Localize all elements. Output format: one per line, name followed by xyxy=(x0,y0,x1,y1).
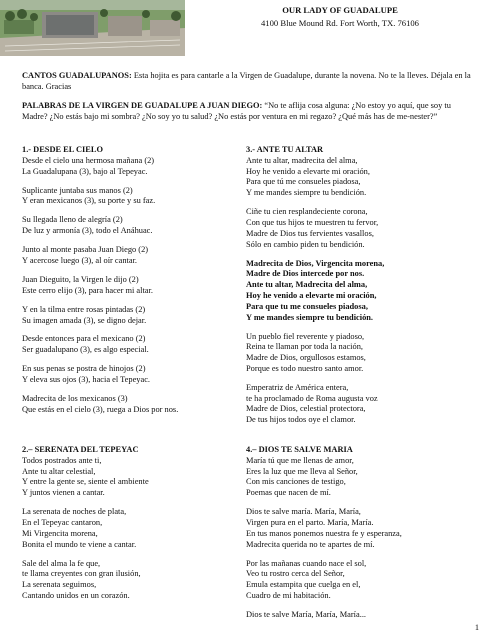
church-aerial-photo xyxy=(0,0,185,56)
intro-paragraph xyxy=(22,71,474,93)
verse-line: En el Tepeyac cantaron, xyxy=(22,517,103,527)
stanza xyxy=(246,207,384,250)
chorus xyxy=(246,259,384,324)
intro-label: CANTOS GUADALUPANOS: xyxy=(22,71,132,80)
verse-line: De tus hijos todos oye el clamor. xyxy=(246,415,356,425)
verse-line: Dios te salve maría. María, María, xyxy=(246,507,361,517)
verse-line: Y eleva sus ojos (3), hacia el Tepeyac. xyxy=(22,375,151,385)
chorus-line: Madre de Dios intercede por nos. xyxy=(246,269,365,279)
chorus-line: Y me mandes siempre tu bendición. xyxy=(246,312,374,322)
verse-line: En tus manos ponemos nuestra fe y esperanza, xyxy=(246,528,402,538)
verse-line: Porque es todo nuestro santo amor. xyxy=(246,363,364,373)
virgin-words-text: “No te aflija cosa alguna: ¿No estoy yo aquí, que soy tu Madre? ¿No estás bajo mi sombra? ¿No soy yo tu salud? ¿No estás por ventura en mi regazo? ¿Qué más has de me-nester?” xyxy=(22,101,451,121)
verse-line: Por las mañanas cuando nace el sol, xyxy=(246,558,367,568)
verse-line: Madre de Dios, celestial protectora, xyxy=(246,404,366,414)
verse-line: Desde entonces para el mexicano (2) xyxy=(22,334,146,344)
stanza xyxy=(22,275,178,297)
intro-text: Esta hojita es para cantarle a la Virgen de Guadalupe, durante la novena. No te la lleves. Déjala en la banca. Gracias xyxy=(22,71,471,91)
parish-header xyxy=(190,4,490,30)
verse-line: Bonita el mundo te viene a cantar. xyxy=(22,539,137,549)
verse-line: Poemas que nacen de mí. xyxy=(246,488,331,498)
verse-line: Madrecita de los mexicanos (3) xyxy=(22,394,128,404)
verse-line: Cantando unidos en un corazón. xyxy=(22,590,130,600)
verse-line: Veo tu rostro cerca del Señor, xyxy=(246,569,345,579)
verse-line: Madre de Dios, orgullosos estamos, xyxy=(246,353,366,363)
stanza xyxy=(246,456,402,499)
verse-line: Su llegada lleno de alegría (2) xyxy=(22,215,123,225)
song-title: 2.– SERENATA DEL TEPEYAC xyxy=(22,445,139,454)
stanza xyxy=(22,559,149,602)
verse-line: Con mis canciones de testigo, xyxy=(246,477,346,487)
stanza xyxy=(22,215,178,237)
stanza xyxy=(22,245,178,267)
chorus-line: Para que tu me consueles piadosa, xyxy=(246,301,368,311)
song-desde-el-cielo xyxy=(22,145,178,424)
verse-line: Desde el cielo una hermosa mañana (2) xyxy=(22,155,155,165)
verse-line: Virgen pura en el parto. María, María. xyxy=(246,517,374,527)
stanza xyxy=(22,156,178,178)
song-dios-te-salve-maria xyxy=(246,445,402,629)
stanza xyxy=(246,156,384,199)
verse-line: Madre de Dios tus fervientes vasallos, xyxy=(246,228,374,238)
verse-line: Su imagen amada (3), se digno dejar. xyxy=(22,315,147,325)
verse-line: Y juntos vienen a cantar. xyxy=(22,488,105,498)
stanza xyxy=(22,364,178,386)
stanza xyxy=(22,507,149,550)
stanza xyxy=(246,559,402,602)
stanza xyxy=(22,305,178,327)
chorus-line: Ante tu altar, Madrecita del alma, xyxy=(246,280,368,290)
verse-line: Y me mandes siempre tu bendición. xyxy=(246,188,367,198)
verse-line: Todos postrados ante ti, xyxy=(22,455,102,465)
verse-line: La serenata seguimos, xyxy=(22,580,97,590)
verse-line: María tú que me llenas de amor, xyxy=(246,455,354,465)
song-title: 3.- ANTE TU ALTAR xyxy=(246,145,324,154)
verse-line: Hoy he venido a elevarte mi oración, xyxy=(246,166,370,176)
verse-line: De luz y armonía (3), todo el Anáhuac. xyxy=(22,226,153,236)
verse-line: En sus penas se postra de hinojos (2) xyxy=(22,364,146,374)
stanza xyxy=(246,507,402,550)
stanza xyxy=(246,383,384,426)
chorus-line: Hoy he venido a elevarte mi oración, xyxy=(246,290,377,300)
verse-line: Cuadro de mi habitación. xyxy=(246,590,331,600)
verse-line: Con que tus hijos te muestren tu fervor, xyxy=(246,217,379,227)
verse-line: Dios te salve María, María, María... xyxy=(246,609,367,619)
stanza xyxy=(22,334,178,356)
verse-line: Sale del alma la fe que, xyxy=(22,558,101,568)
verse-line: Ante tu altar celestial, xyxy=(22,466,96,476)
parish-address: 4100 Blue Mound Rd. Fort Worth, TX. 76106 xyxy=(261,18,419,28)
verse-line: Ciñe tu cien resplandeciente corona, xyxy=(246,207,368,217)
verse-line: Un pueblo fiel reverente y piadoso, xyxy=(246,331,365,341)
song-serenata-del-tepeyac xyxy=(22,445,149,610)
verse-line: Y en la tilma entre rosas pintadas (2) xyxy=(22,304,146,314)
verse-line: La Guadalupana (3), bajo al Tepeyac. xyxy=(22,166,148,176)
song-ante-tu-altar xyxy=(246,145,384,434)
verse-line: Mi Virgencita morena, xyxy=(22,528,98,538)
song-title: 4.– DIOS TE SALVE MARIA xyxy=(246,445,353,454)
virgin-words-paragraph xyxy=(22,101,474,123)
verse-line: Sólo en cambio piden tu bendición. xyxy=(246,239,365,249)
page-number: 1 xyxy=(474,623,479,632)
verse-line: Y eran mexicanos (3), su porte y su faz. xyxy=(22,196,156,206)
verse-line: Este cerro elijo (3), para hacer mi altar. xyxy=(22,285,153,295)
verse-line: Eres la luz que me lleva al Señor, xyxy=(246,466,358,476)
stanza xyxy=(246,332,384,375)
verse-line: Reina te llaman por toda la nación, xyxy=(246,342,363,352)
stanza xyxy=(246,610,402,621)
chorus-line: Madrecita de Dios, Virgencita morena, xyxy=(246,258,385,268)
verse-line: Que estás en el cielo (3), ruega a Dios por nos. xyxy=(22,404,179,414)
verse-line: Emula estampita que cuelga en el, xyxy=(246,580,361,590)
verse-line: La serenata de noches de plata, xyxy=(22,507,127,517)
verse-line: te llama creyentes con gran ilusión, xyxy=(22,569,141,579)
stanza xyxy=(22,456,149,499)
song-title: 1.- DESDE EL CIELO xyxy=(22,145,103,154)
virgin-words-label: PALABRAS DE LA VIRGEN DE GUADALUPE A JUAN DIEGO: xyxy=(22,101,263,110)
verse-line: Junto al monte pasaba Juan Diego (2) xyxy=(22,245,149,255)
verse-line: Para que tú me consueles piadosa, xyxy=(246,177,361,187)
parish-title: OUR LADY OF GUADALUPE xyxy=(282,5,398,15)
verse-line: Ser guadalupano (3), es algo especial. xyxy=(22,345,149,355)
stanza xyxy=(22,394,178,416)
verse-line: Y acercose luego (3), al oír cantar. xyxy=(22,255,138,265)
verse-line: Juan Dieguito, la Virgen le dijo (2) xyxy=(22,274,139,284)
verse-line: Madrecita querida no te apartes de mí. xyxy=(246,539,375,549)
verse-line: Emperatriz de América entera, xyxy=(246,382,349,392)
verse-line: Y entre la gente se, siente el ambiente xyxy=(22,477,149,487)
verse-line: te ha proclamado de Roma augusta voz xyxy=(246,393,378,403)
verse-line: Suplicante juntaba sus manos (2) xyxy=(22,185,133,195)
verse-line: Ante tu altar, madrecita del alma, xyxy=(246,155,358,165)
stanza xyxy=(22,186,178,208)
